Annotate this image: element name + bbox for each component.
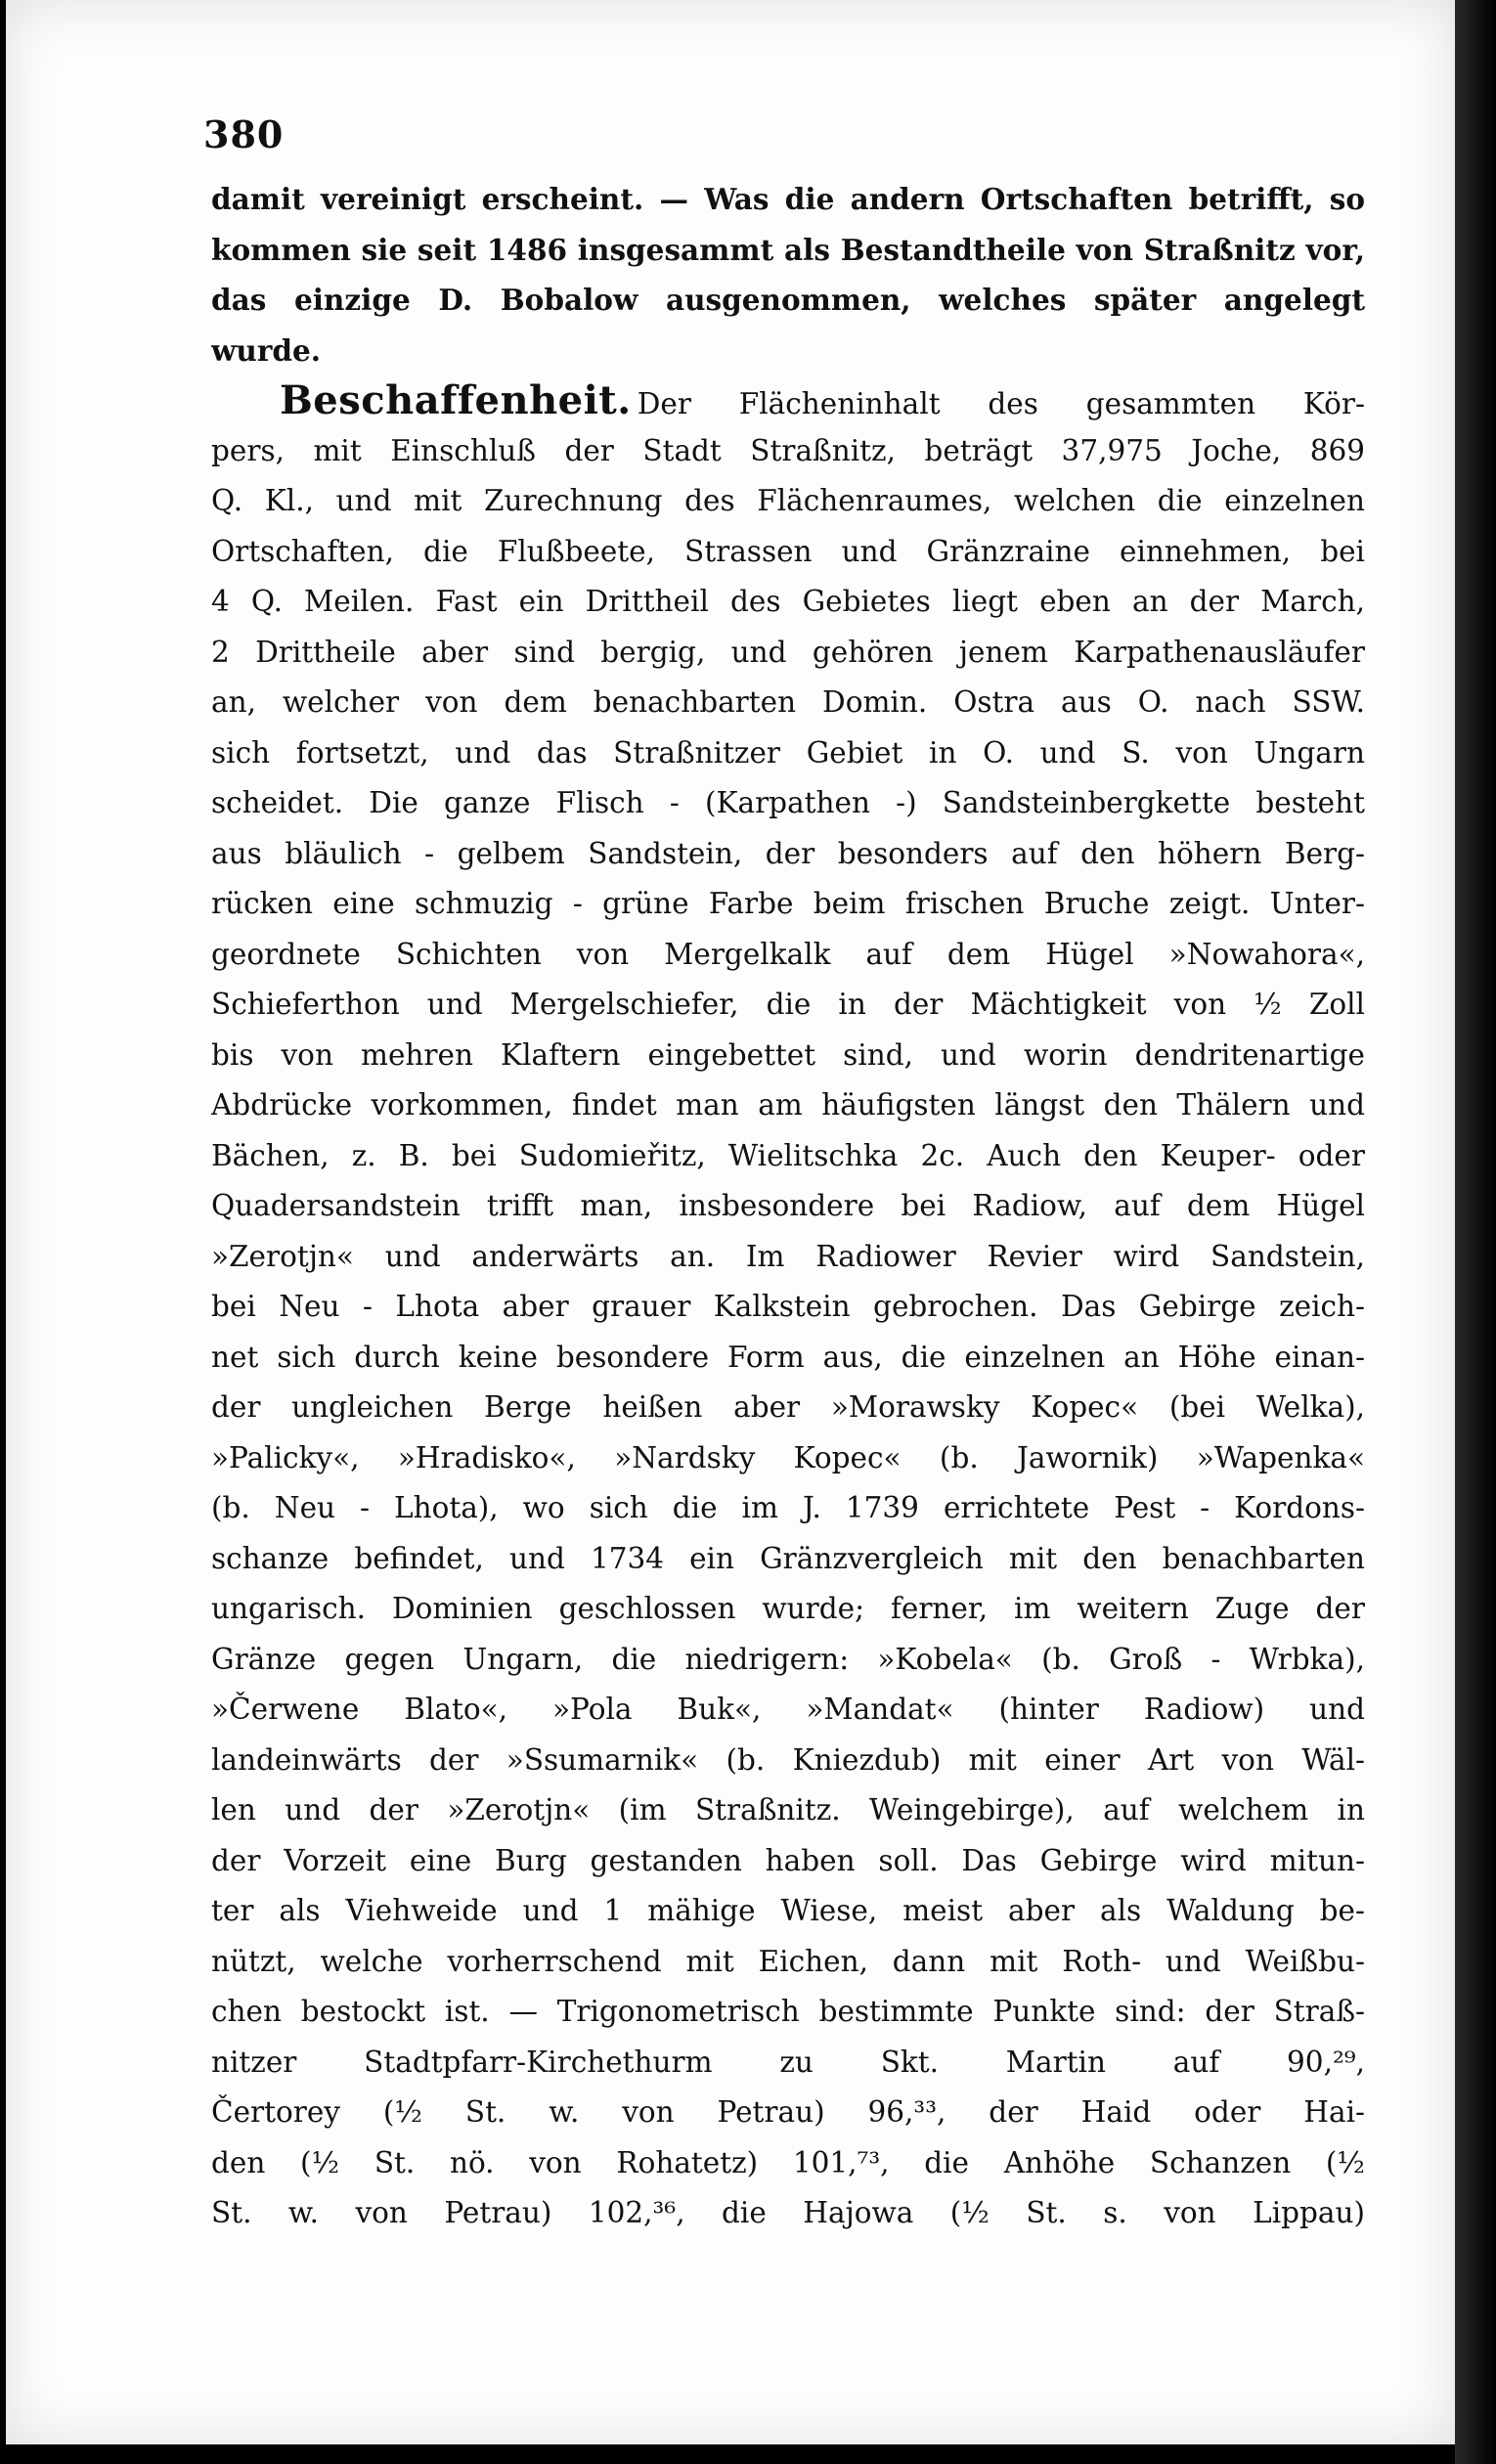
text-line-10: 2 Drittheile aber sind bergig, und gehören jenem Karpathenausläufer: [211, 635, 1365, 669]
scan-edge-shadow: [1455, 0, 1496, 2464]
text-line-6: pers, mit Einschluß der Stadt Straßnitz, beträgt 37,975 Joche, 869: [211, 433, 1365, 467]
text-line-20: Bächen, z. B. bei Sudomieřitz, Wielitschka 2c. Auch den Keuper- oder: [211, 1138, 1365, 1172]
text-line-16: geordnete Schichten von Mergelkalk auf dem Hügel »Nowahora«,: [211, 937, 1365, 971]
text-line-28: schanze befindet, und 1734 ein Gränzvergleich mit den benachbarten: [211, 1541, 1365, 1575]
text-line-9: 4 Q. Meilen. Fast ein Drittheil des Gebietes liegt eben an der March,: [211, 585, 1365, 618]
text-line-15: rücken eine schmuzig - grüne Farbe beim frischen Bruche zeigt. Unter-: [211, 887, 1365, 920]
book-page: [6, 0, 1455, 2444]
text-line-31: »Čerwene Blato«, »Pola Buk«, »Mandat« (hinter Radiow) und: [211, 1693, 1365, 1726]
text-line-23: bei Neu - Lhota aber grauer Kalkstein gebrochen. Das Gebirge zeich-: [211, 1290, 1365, 1323]
page-number: 380: [203, 112, 285, 156]
text-line-13: scheidet. Die ganze Flisch - (Karpathen -) Sandsteinbergkette besteht: [211, 786, 1365, 819]
text-line-40: den (½ St. nö. von Rohatetz) 101,⁷³, die Anhöhe Schanzen (½: [211, 2145, 1365, 2179]
text-line-25: der ungleichen Berge heißen aber »Morawsky Kopec« (bei Welka),: [211, 1390, 1365, 1424]
text-line-2: kommen sie seit 1486 insgesammt als Bestandtheile von Straßnitz vor,: [211, 232, 1365, 267]
text-line-4: wurde.: [211, 332, 322, 368]
text-line-24: net sich durch keine besondere Form aus, die einzelnen an Höhe einan-: [211, 1340, 1365, 1374]
text-line-22: »Zerotjn« und anderwärts an. Im Radiower Revier wird Sandstein,: [211, 1239, 1365, 1273]
text-line-17: Schieferthon und Mergelschiefer, die in der Mächtigkeit von ½ Zoll: [211, 988, 1365, 1021]
body-text: [211, 174, 1365, 2239]
text-line-1: damit vereinigt erscheint. — Was die andern Ortschaften betrifft, so: [211, 182, 1365, 216]
text-line-11: an, welcher von dem benachbarten Domin. Ostra aus O. nach SSW.: [211, 685, 1365, 719]
text-line-30: Gränze gegen Ungarn, die niedrigern: »Kobela« (b. Groß - Wrbka),: [211, 1642, 1365, 1676]
section-heading: Beschaffenheit.: [280, 377, 632, 423]
text-line-41: St. w. von Petrau) 102,³⁶, die Hajowa (½ St. s. von Lippau): [211, 2196, 1365, 2229]
text-line-7: Q. Kl., und mit Zurechnung des Flächenraumes, welchen die einzelnen: [211, 484, 1365, 517]
text-line-39: Čertorey (½ St. w. von Petrau) 96,³³, der Haid oder Hai-: [211, 2095, 1365, 2129]
text-line-18: bis von mehren Klaftern eingebettet sind, und worin dendritenartige: [211, 1037, 1365, 1072]
text-line-3: das einzige D. Bobalow ausgenommen, welches später angelegt: [211, 283, 1365, 317]
text-line-5-rest: Der Flächeninhalt des gesammten Kör-: [637, 387, 1365, 420]
text-line-35: ter als Viehweide und 1 mähige Wiese, meist aber als Waldung be-: [211, 1894, 1365, 1927]
text-line-12: sich fortsetzt, und das Straßnitzer Gebiet in O. und S. von Ungarn: [211, 735, 1365, 770]
text-line-37: chen bestockt ist. — Trigonometrisch bestimmte Punkte sind: der Straß-: [211, 1995, 1365, 2028]
text-line-14: aus bläulich - gelbem Sandstein, der besonders auf den höhern Berg-: [211, 836, 1365, 870]
text-line-27: (b. Neu - Lhota), wo sich die im J. 1739 errichtete Pest - Kordons-: [211, 1491, 1365, 1524]
text-line-5: [211, 375, 1365, 426]
text-line-38: nitzer Stadtpfarr-Kirchethurm zu Skt. Martin auf 90,²⁹,: [211, 2045, 1365, 2079]
text-line-21: Quadersandstein trifft man, insbesondere bei Radiow, auf dem Hügel: [211, 1189, 1365, 1222]
text-line-8: Ortschaften, die Flußbeete, Strassen und Gränzraine einnehmen, bei: [211, 534, 1365, 568]
text-line-19: Abdrücke vorkommen, findet man am häufigsten längst den Thälern und: [211, 1088, 1365, 1122]
text-line-26: »Palicky«, »Hradisko«, »Nardsky Kopec« (b. Jawornik) »Wapenka«: [211, 1440, 1365, 1474]
text-line-29: ungarisch. Dominien geschlossen wurde; ferner, im weitern Zuge der: [211, 1592, 1365, 1625]
text-line-36: nützt, welche vorherrschend mit Eichen, dann mit Roth- und Weißbu-: [211, 1944, 1365, 1978]
text-line-33: len und der »Zerotjn« (im Straßnitz. Weingebirge), auf welchem in: [211, 1793, 1365, 1826]
text-line-32: landeinwärts der »Ssumarnik« (b. Kniezdub) mit einer Art von Wäl-: [211, 1742, 1365, 1777]
text-line-34: der Vorzeit eine Burg gestanden haben soll. Das Gebirge wird mitun-: [211, 1843, 1365, 1877]
